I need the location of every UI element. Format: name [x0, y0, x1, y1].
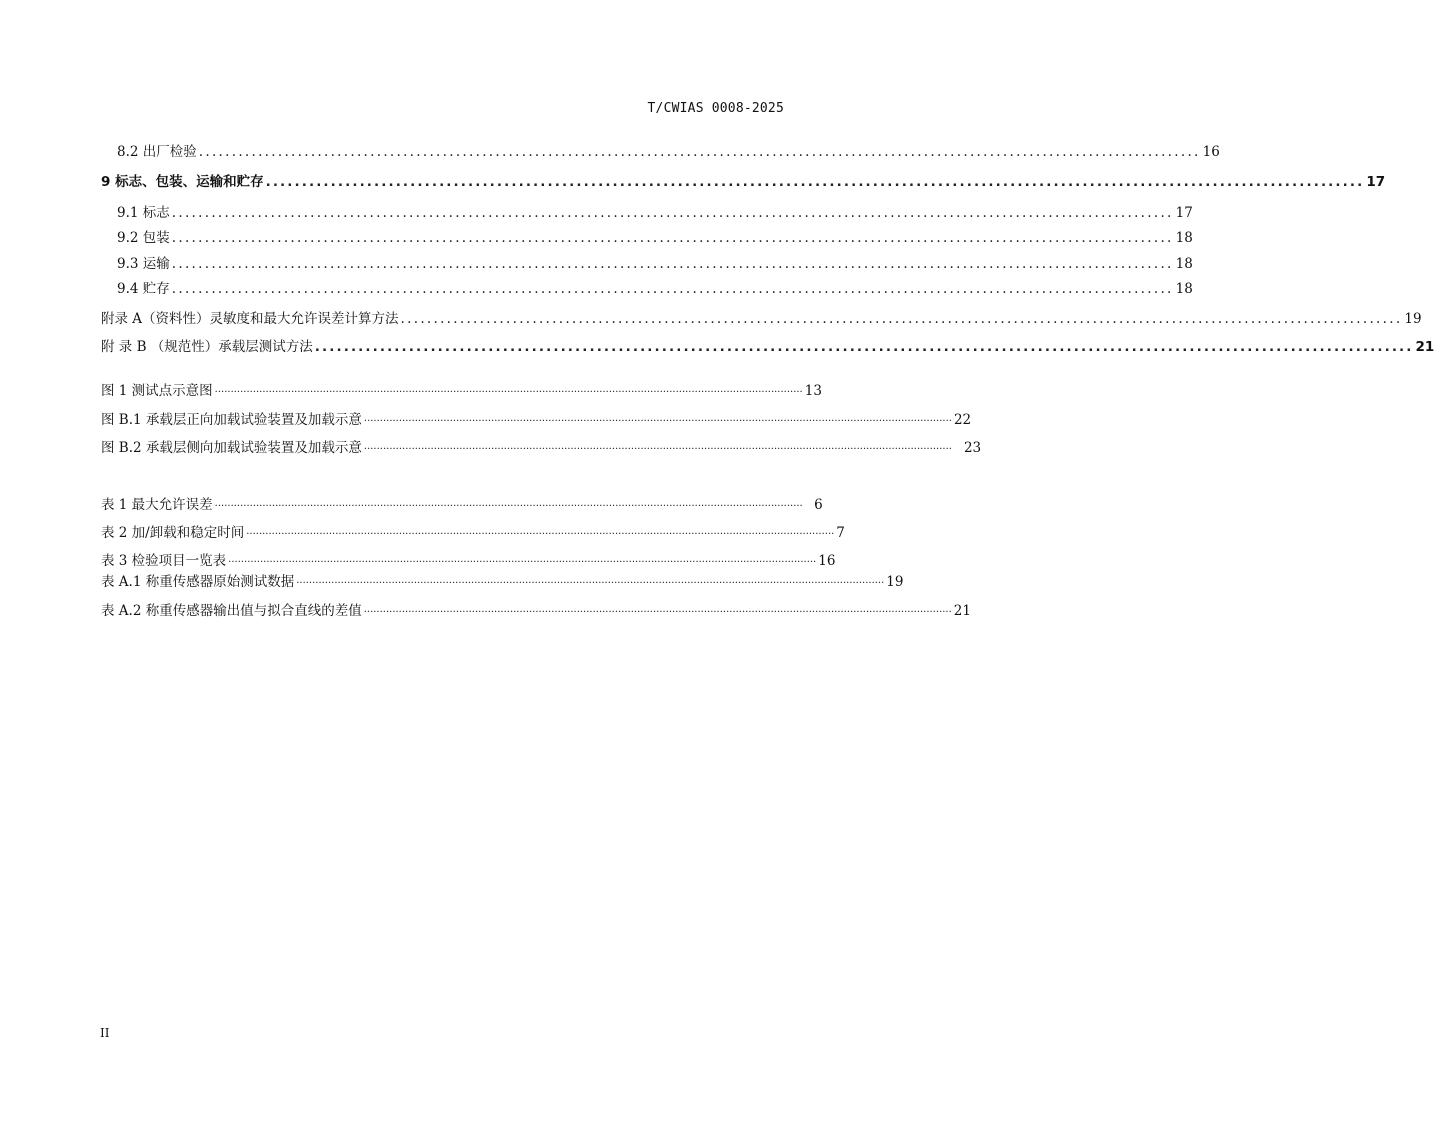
page-number: II	[100, 1026, 110, 1040]
dot-leader: ·························································································································································································	[246, 529, 835, 540]
toc-entry-9-3[interactable]	[117, 255, 1193, 273]
figure-entry-page: 13	[804, 383, 822, 399]
figure-entry-page: 23	[963, 440, 982, 456]
table-entry-label: 表 2 加/卸载和稳定时间	[101, 525, 245, 541]
dot-leader: ........................................................................................................................................................	[265, 174, 1365, 190]
table-entry-page: 6	[814, 497, 823, 513]
dot-leader: ·························································································································································································	[296, 578, 885, 589]
toc-entry-9-1[interactable]	[117, 204, 1193, 222]
toc-entry-page: 17	[1366, 174, 1386, 190]
toc-entry-9[interactable]	[101, 173, 1386, 191]
figure-entry-b2[interactable]	[101, 439, 982, 459]
table-entry-1[interactable]	[101, 496, 823, 516]
dot-leader: ·························································································································································································	[363, 444, 952, 455]
table-entry-page: 19	[886, 574, 904, 590]
table-entry-label: 表 A.1 称重传感器原始测试数据	[101, 574, 295, 590]
dot-leader: ·························································································································································································	[214, 501, 803, 512]
figure-entry-label: 图 B.2 承载层侧向加载试验装置及加载示意	[101, 440, 362, 456]
table-entry-label: 表 A.2 称重传感器输出值与拟合直线的差值	[101, 603, 362, 619]
dot-leader: ·························································································································································································	[363, 416, 952, 427]
table-entry-label: 表 3 检验项目一览表	[101, 553, 227, 569]
table-entry-a1[interactable]	[101, 573, 904, 593]
toc-entry-page: 17	[1175, 205, 1193, 221]
dot-leader: ·························································································································································································	[363, 607, 952, 618]
dot-leader: ·························································································································································································	[228, 557, 817, 568]
toc-entry-label: 9.2 包装	[117, 230, 170, 246]
dot-leader: ........................................................................................................................................................	[400, 311, 1403, 327]
toc-entry-page: 18	[1175, 230, 1193, 246]
table-entry-page: 16	[818, 553, 836, 569]
dot-leader: ........................................................................................................................................................	[171, 205, 1174, 221]
dot-leader: ........................................................................................................................................................	[171, 230, 1174, 246]
table-entry-3[interactable]	[101, 552, 836, 572]
toc-entry-label: 9 标志、包装、运输和贮存	[101, 174, 264, 190]
toc-entry-page: 18	[1175, 281, 1193, 297]
toc-entry-8-2[interactable]	[117, 143, 1220, 161]
table-entry-page: 7	[836, 525, 845, 541]
table-entry-page: 21	[953, 603, 971, 619]
dot-leader: ........................................................................................................................................................	[171, 281, 1174, 297]
table-entry-2[interactable]	[101, 524, 845, 544]
toc-entry-9-4[interactable]	[117, 280, 1193, 298]
toc-entry-page: 18	[1175, 256, 1193, 272]
toc-entry-label: 9.3 运输	[117, 256, 170, 272]
toc-entry-page: 19	[1404, 311, 1422, 327]
figure-entry-b1[interactable]	[101, 411, 972, 431]
table-entry-label: 表 1 最大允许误差	[101, 497, 213, 513]
figure-entry-1[interactable]	[101, 382, 822, 402]
toc-entry-label: 8.2 出厂检验	[117, 144, 197, 160]
figure-entry-label: 图 B.1 承载层正向加载试验装置及加载示意	[101, 412, 362, 428]
toc-entry-appendix-b[interactable]	[101, 338, 1434, 356]
toc-entry-appendix-a[interactable]	[101, 310, 1422, 328]
toc-entry-page: 16	[1202, 144, 1220, 160]
toc-entry-page: 21	[1415, 339, 1434, 355]
dot-leader: ·························································································································································································	[214, 387, 803, 398]
toc-entry-label: 附录 A（资料性）灵敏度和最大允许误差计算方法	[101, 311, 399, 327]
toc-entry-label: 9.4 贮存	[117, 281, 170, 297]
document-code: T/CWIAS 0008-2025	[647, 101, 784, 116]
toc-entry-label: 9.1 标志	[117, 205, 170, 221]
figure-entry-page: 22	[953, 412, 972, 428]
dot-leader: ........................................................................................................................................................	[314, 339, 1414, 355]
toc-entry-9-2[interactable]	[117, 229, 1193, 247]
dot-leader: ........................................................................................................................................................	[171, 256, 1174, 272]
dot-leader: ........................................................................................................................................................	[198, 144, 1201, 160]
figure-entry-label: 图 1 测试点示意图	[101, 383, 213, 399]
toc-entry-label: 附 录 B （规范性）承载层测试方法	[101, 339, 313, 355]
table-entry-a2[interactable]	[101, 602, 971, 622]
